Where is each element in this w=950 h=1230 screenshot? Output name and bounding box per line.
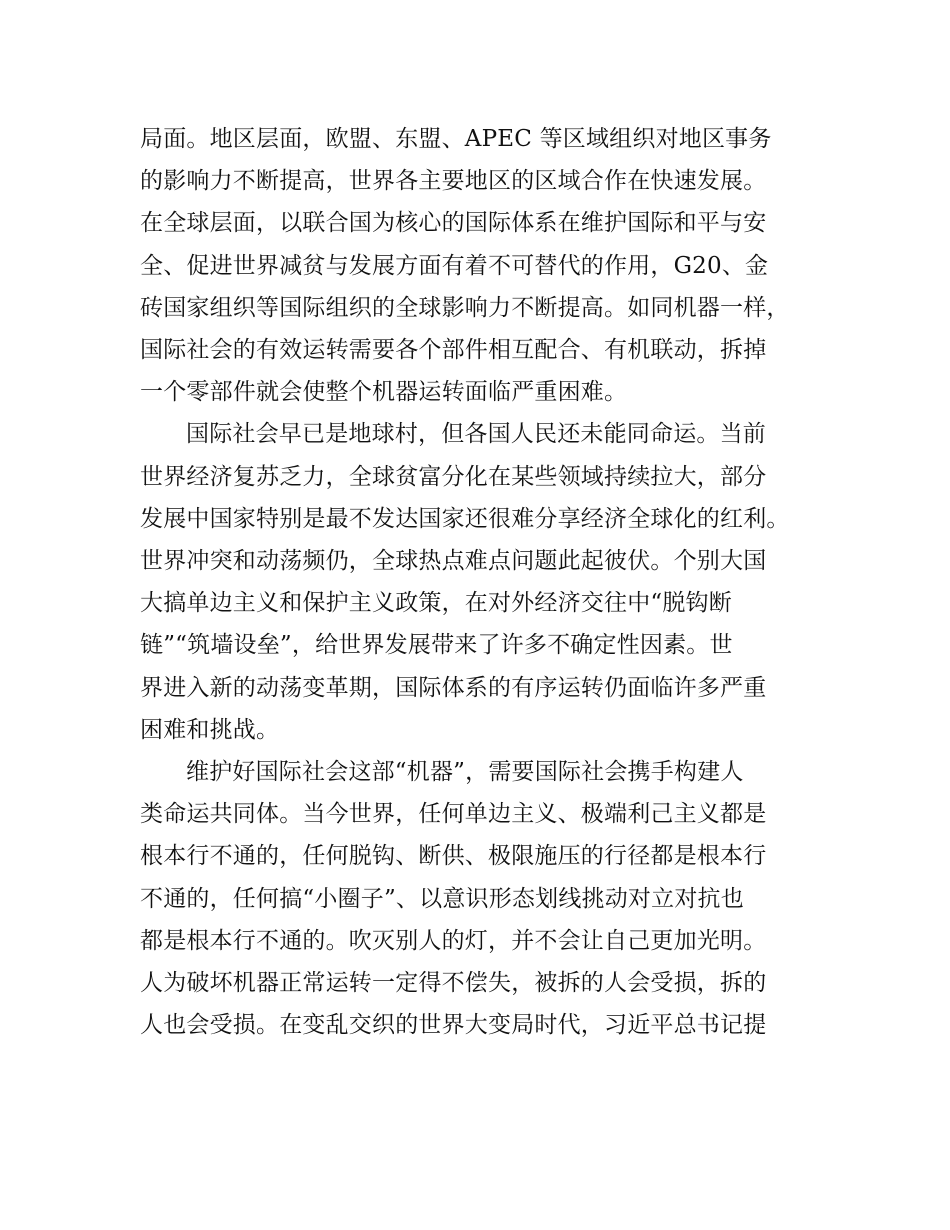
text-line: 在全球层面，以联合国为核心的国际体系在维护国际和平与安: [140, 210, 767, 237]
text-line: 维护好国际社会这部“机器”，需要国际社会携手构建人: [186, 759, 744, 786]
text-line: 世界经济复苏乏力，全球贫富分化在某些领域持续拉大，部分: [140, 463, 767, 490]
text-line: 困难和挑战。: [140, 716, 280, 743]
text-line: 的影响力不断提高，世界各主要地区的区域合作在快速发展。: [140, 168, 767, 195]
paragraph-3: [140, 751, 808, 1046]
paragraph-1: [140, 118, 808, 413]
text-line: 不通的，任何搞“小圈子”、以意识形态划线挑动对立对抗也: [140, 885, 744, 912]
text-line: 都是根本行不通的。吹灭别人的灯，并不会让自己更加光明。: [140, 927, 767, 954]
text-line: 发展中国家特别是最不发达国家还很难分享经济全球化的红利。: [140, 505, 790, 532]
text-line: 局面。地区层面，欧盟、东盟、APEC 等区域组织对地区事务: [140, 126, 772, 152]
document-page: [140, 118, 808, 1046]
text-line: 类命运共同体。当今世界，任何单边主义、极端利己主义都是: [140, 801, 767, 828]
text-line: 砖国家组织等国际组织的全球影响力不断提高。如同机器一样，: [140, 294, 790, 321]
text-line: 一个零部件就会使整个机器运转面临严重困难。: [140, 379, 628, 406]
text-line: 界进入新的动荡变革期，国际体系的有序运转仍面临许多严重: [140, 674, 767, 701]
text-line: 国际社会的有效运转需要各个部件相互配合、有机联动，拆掉: [140, 337, 767, 364]
text-line: 人为破坏机器正常运转一定得不偿失，被拆的人会受损，拆的: [140, 970, 767, 997]
text-line: 根本行不通的，任何脱钩、断供、极限施压的行径都是根本行: [140, 843, 767, 870]
text-line: 链”“筑墙设垒”，给世界发展带来了许多不确定性因素。世: [140, 632, 733, 659]
text-line: 国际社会早已是地球村，但各国人民还未能同命运。当前: [186, 421, 766, 448]
text-line: 大搞单边主义和保护主义政策，在对外经济交往中“脱钩断: [140, 590, 732, 617]
text-line: 全、促进世界减贫与发展方面有着不可替代的作用，G20、金: [140, 252, 769, 279]
text-line: 世界冲突和动荡频仍，全球热点难点问题此起彼伏。个别大国: [140, 548, 767, 575]
text-line: 人也会受损。在变乱交织的世界大变局时代，习近平总书记提: [140, 1012, 767, 1039]
paragraph-2: [140, 413, 808, 751]
